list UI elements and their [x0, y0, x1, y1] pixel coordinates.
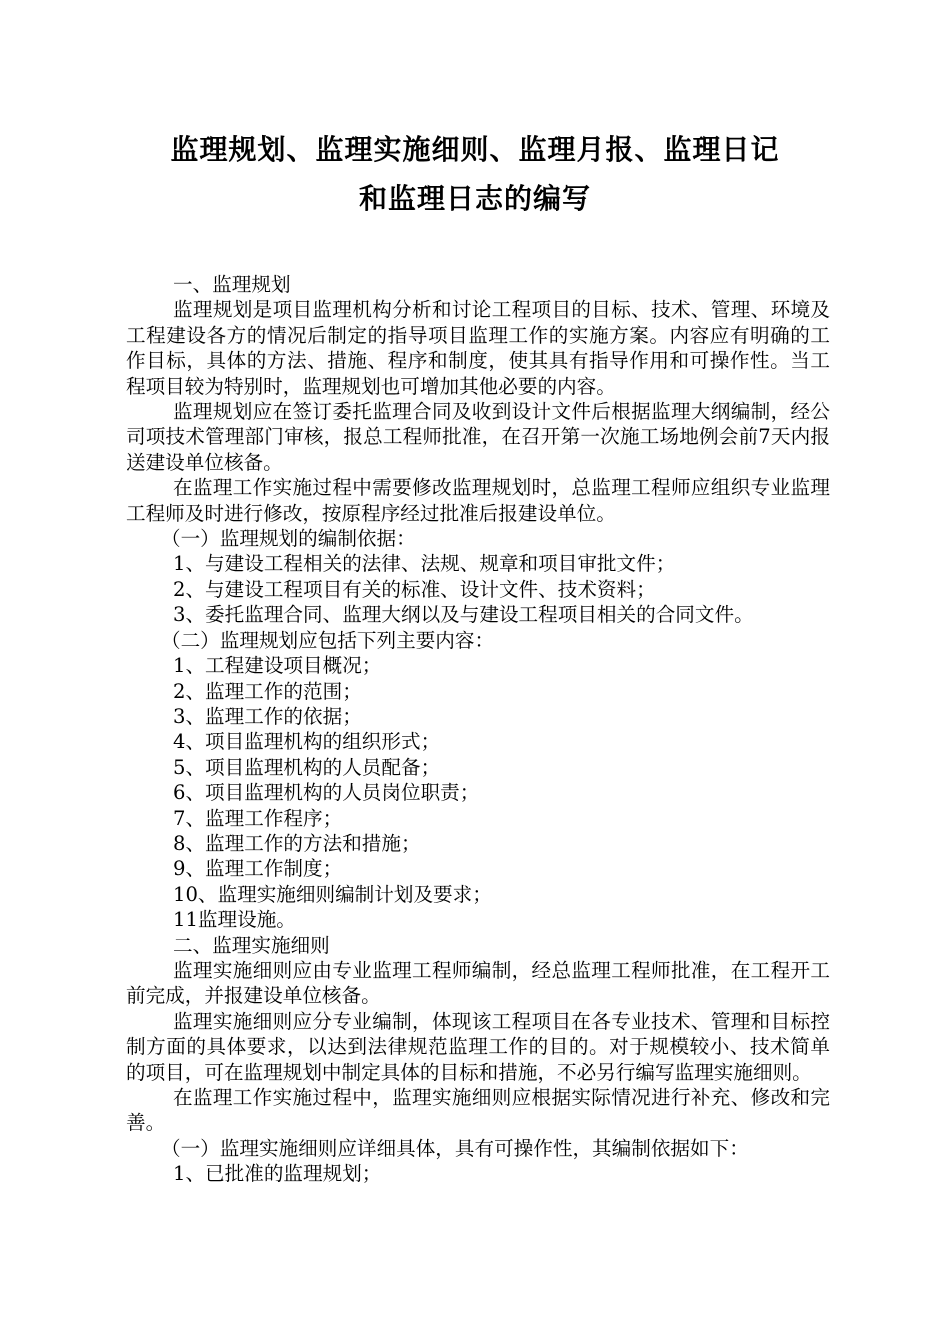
list-item: 2、监理工作的范围；	[173, 679, 362, 703]
paragraph: 监理实施细则应由专业监理工程师编制，经总监理工程师批准，在工程开工前完成，并报建设单位核备。	[126, 958, 830, 1008]
paragraph: 在监理工作实施过程中需要修改监理规划时，总监理工程师应组织专业监理工程师及时进行修改，按原程序经过批准后报建设单位。	[126, 476, 830, 525]
list-item: 1、工程建设项目概况；	[173, 654, 382, 678]
document-title-line-2: 和监理日志的编写	[358, 182, 591, 215]
section-heading-2: 二、监理实施细则	[173, 933, 330, 957]
section-heading-1: 一、监理规划	[173, 273, 291, 296]
list-item: 10、监理实施细则编制计划及要求；	[173, 882, 492, 906]
list-item: 8、监理工作的方法和措施；	[173, 831, 421, 855]
subsection-heading: （二）监理规划应包括下列主要内容：	[161, 628, 495, 652]
paragraph: 监理实施细则应分专业编制，体现该工程项目在各专业技术、管理和目标控制方面的具体要求，以达到法律规范监理工作的目的。对于规模较小、技术简单的项目，可在监理规划中制定具体的目标和措施，不必另行编写监理实施细则。	[126, 1009, 830, 1084]
paragraph: 监理规划是项目监理机构分析和讨论工程项目的目标、技术、管理、环境及工程建设各方的情况后制定的指导项目监理工作的实施方案。内容应有明确的工作目标，具体的方法、措施、程序和制度，使其具有指导作用和可操作性。当工程项目较为特别时，监理规划也可增加其他必要的内容。	[126, 298, 830, 398]
list-item: 4、项目监理机构的组织形式；	[173, 730, 441, 754]
list-item: 1、与建设工程相关的法律、法规、规章和项目审批文件；	[173, 552, 676, 576]
subsection-heading: （一）监理规划的编制依据：	[161, 527, 416, 551]
document-body	[126, 272, 830, 1187]
document-title-line-1: 监理规划、监理实施细则、监理月报、监理日记	[170, 133, 780, 166]
list-item: 3、委托监理合同、监理大纲以及与建设工程项目相关的合同文件。	[173, 603, 754, 627]
list-item: 7、监理工作程序；	[173, 806, 343, 830]
list-item: 1、已批准的监理规划；	[173, 1162, 382, 1186]
list-item: 5、项目监理机构的人员配备；	[173, 755, 441, 779]
list-item: 3、监理工作的依据；	[173, 704, 362, 728]
list-item: 11监理设施。	[173, 908, 296, 932]
list-item: 6、项目监理机构的人员岗位职责；	[173, 781, 480, 805]
subsection-heading: （一）监理实施细则应详细具体，具有可操作性，其编制依据如下：	[161, 1136, 749, 1160]
list-item: 2、与建设工程项目有关的标准、设计文件、技术资料；	[173, 577, 656, 601]
paragraph: 监理规划应在签订委托监理合同及收到设计文件后根据监理大纲编制，经公司项技术管理部门审核，报总工程师批准，在召开第一次施工场地例会前7天内报送建设单位核备。	[126, 400, 830, 474]
paragraph: 在监理工作实施过程中，监理实施细则应根据实际情况进行补充、修改和完善。	[126, 1086, 830, 1135]
list-item: 9、监理工作制度；	[173, 857, 343, 881]
